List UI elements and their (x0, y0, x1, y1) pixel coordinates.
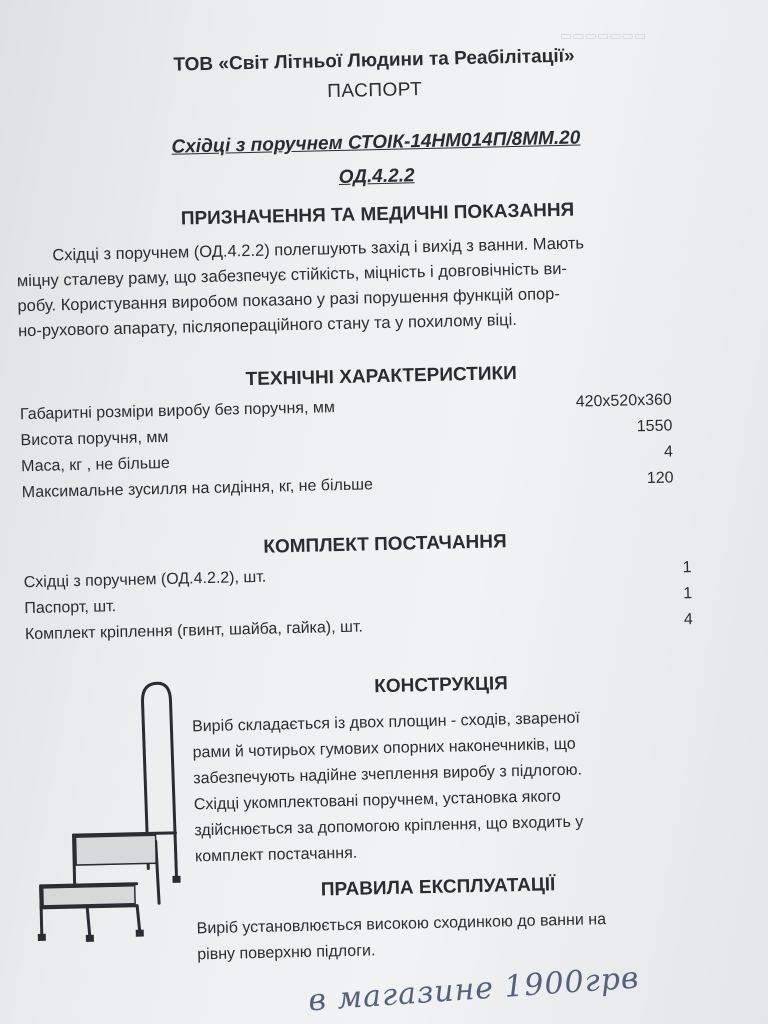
spec-value: 1550 (636, 417, 673, 436)
document-type: ПАСПОРТ (326, 79, 423, 103)
kit-value: 1 (683, 585, 693, 603)
spec-label: Висота поручня, мм (20, 428, 169, 450)
kit-label: Східці з поручнем (ОД.4.2.2), шт. (23, 568, 267, 592)
spec-label: Максимальне зусилля на сидіння, кг, не більше (21, 476, 374, 502)
operation-heading: ПРАВИЛА ЕКСПЛУАТАЦІЇ (320, 874, 556, 901)
bleed-through-text: ▭▭▭▭▭▭▭ (560, 28, 646, 43)
construction-heading: КОНСТРУКЦІЯ (373, 673, 509, 698)
kit-row (25, 611, 693, 644)
company-name: ТОВ «Світ Літньої Людини та Реабілітації» (173, 45, 575, 76)
purpose-line: но-рухового апарату, післяопераційного стану та у похилому віці. (17, 310, 518, 341)
purpose-line: робу. Користування виробом показано у разі порушення функцій опор- (17, 284, 561, 316)
handwritten-note: в магазине 1900грв (307, 960, 641, 1019)
spec-label: Маса, кг , не більше (20, 454, 170, 476)
kit-label: Паспорт, шт. (24, 598, 117, 618)
spec-value: 4 (663, 443, 674, 461)
spec-label: Габаритні розміри виробу без поручня, мм (19, 399, 336, 424)
construction-line: комплект постачання. (194, 844, 358, 866)
step-stool-illustration (22, 672, 198, 956)
purpose-heading: ПРИЗНАЧЕННЯ ТА МЕДИЧНІ ПОКАЗАННЯ (180, 199, 575, 230)
construction-line: здійснюється за допомогою кріплення, що входить у (194, 813, 584, 840)
spec-row (22, 469, 674, 502)
purpose-line: Східці з поручнем (ОД.4.2.2) полегшують захід і вихід з ванни. Мають (52, 234, 585, 265)
operation-line: рівну поверхню підлоги. (197, 942, 376, 964)
construction-line: Східці укомплектовані поручнем, установка якого (193, 788, 561, 814)
kit-value: 4 (683, 611, 693, 629)
specs-heading: ТЕХНІЧНІ ХАРАКТЕРИСТИКИ (245, 362, 517, 391)
product-code: ОД.4.2.2 (338, 165, 415, 188)
construction-line: забезпечують надійне зчеплення виробу з підлогою. (193, 761, 583, 788)
kit-label: Комплект кріплення (гвинт, шайба, гайка), шт. (24, 618, 364, 644)
spec-value: 420x520x360 (575, 391, 672, 411)
product-name: Східці з поручнем СТОІК-14НМ014П/8ММ.20 (171, 127, 581, 158)
spec-value: 120 (646, 469, 674, 488)
purpose-line: міцну сталеву раму, що забезпечує стійкість, міцність і довговічність ви- (16, 259, 568, 291)
kit-value: 1 (682, 559, 692, 577)
kit-heading: КОМПЛЕКТ ПОСТАЧАННЯ (263, 531, 507, 558)
operation-line: Виріб установлюється високою сходинкою до ванни на (196, 911, 607, 938)
construction-line: Виріб складається із двох площин - сходів, звареної (191, 709, 581, 736)
construction-line: рами й чотирьох гумових опорних наконечників, що (192, 735, 576, 762)
